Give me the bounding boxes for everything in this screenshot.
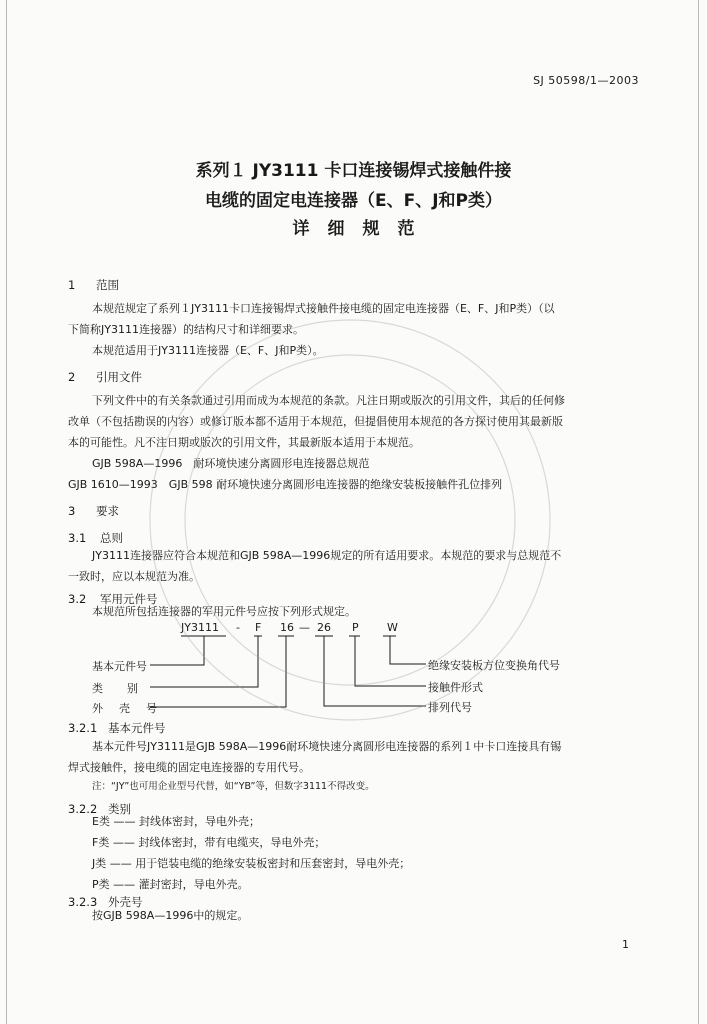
section-1-heading — [68, 277, 119, 293]
label-shell: 外壳号 — [92, 702, 173, 715]
part-dash-2: — — [299, 621, 310, 634]
reference-1: GJB 598A—1996 耐环境快速分离圆形电连接器总规范 — [92, 457, 370, 470]
section-title: 类别 — [108, 802, 131, 816]
reference-2: GJB 1610—1993 GJB 598 耐环境快速分离圆形电连接器的绝缘安装板接触件孔位排列 — [68, 478, 503, 491]
section-3-1-line-1: JY3111连接器应符合本规范和GJB 598A—1996规定的所有适用要求。本规范的要求与总规范不 — [92, 549, 562, 562]
label-base-part: 基本元件号 — [92, 660, 147, 673]
category-j: J类 —— 用于铠装电缆的绝缘安装板密封和压套密封，导电外壳； — [92, 857, 411, 870]
category-p: P类 —— 灌封密封，导电外壳。 — [92, 878, 249, 891]
label-rotation: 绝缘安装板方位变换角代号 — [428, 659, 560, 672]
section-1-para-1-line-1: 本规范规定了系列１JY3111卡口连接锡焊式接触件接电缆的固定电连接器（E、F、J和P类）（以 — [92, 302, 555, 315]
section-number: 1 — [68, 278, 76, 292]
part-class: F — [255, 621, 262, 634]
section-number: 2 — [68, 370, 76, 384]
part-base: JY3111 — [181, 621, 219, 634]
section-3-heading — [68, 503, 119, 519]
title-line-1: 系列１ JY3111 卡口连接锡焊式接触件接 — [195, 161, 512, 181]
section-number: 3.2 — [68, 592, 87, 606]
part-shell: 16 — [280, 621, 294, 634]
category-e: E类 —— 封线体密封，导电外壳； — [92, 815, 260, 828]
title-line-3: 详细规范 — [292, 219, 433, 239]
category-f: F类 —— 封线体密封，带有电缆夹，导电外壳； — [92, 836, 326, 849]
page-number: 1 — [622, 938, 629, 951]
section-title: 要求 — [96, 504, 119, 518]
label-contact: 接触件形式 — [428, 681, 483, 694]
section-3-2-para: 本规范所包括连接器的军用元件号应按下列形式规定。 — [92, 605, 356, 618]
section-number: 3 — [68, 504, 76, 518]
section-title: 基本元件号 — [108, 721, 166, 735]
section-3-2-1-heading — [68, 720, 166, 736]
section-3-2-1-line-2: 焊式接触件，接电缆的固定电连接器的专用代号。 — [68, 761, 310, 774]
part-contact: P — [352, 621, 359, 634]
part-rotation: W — [387, 621, 398, 634]
section-title: 范围 — [96, 278, 119, 292]
section-2-para-line-3: 本的可能性。凡不注日期或版次的引用文件，其最新版本适用于本规范。 — [68, 436, 420, 449]
part-arrangement: 26 — [317, 621, 331, 634]
section-2-para-line-1: 下列文件中的有关条款通过引用而成为本规范的条款。凡注日期或版次的引用文件，其后的任何修 — [92, 394, 565, 407]
standard-code: SJ 50598/1—2003 — [533, 74, 639, 87]
section-3-2-1-note: 注：“JY”也可用企业型号代替，如“YB”等，但数字3111不得改变。 — [92, 781, 375, 792]
section-number: 3.1 — [68, 531, 87, 545]
section-1-para-1-line-2: 下简称JY3111连接器）的结构尺寸和详细要求。 — [68, 323, 304, 336]
section-title: 军用元件号 — [100, 592, 158, 606]
title-line-2: 电缆的固定电连接器（E、F、J和P类） — [204, 191, 502, 211]
label-class: 类别 — [92, 682, 162, 695]
section-2-para-line-2: 改单（不包括勘误的内容）或修订版本都不适用于本规范，但提倡使用本规范的各方探讨使用其最新版 — [68, 415, 563, 428]
part-dash-1: - — [236, 621, 240, 634]
section-3-1-heading — [68, 530, 123, 546]
section-3-1-line-2: 一致时，应以本规范为准。 — [68, 570, 200, 583]
section-1-para-2: 本规范适用于JY3111连接器（E、F、J和P类）。 — [92, 344, 324, 357]
section-2-heading — [68, 369, 142, 385]
section-3-2-1-line-1: 基本元件号JY3111是GJB 598A—1996耐环境快速分离圆形电连接器的系列１中卡口连接具有锡 — [92, 740, 562, 753]
page-edge-right — [698, 0, 699, 1024]
section-number: 3.2.2 — [68, 802, 98, 816]
section-title: 总则 — [100, 531, 123, 545]
section-number: 3.2.1 — [68, 721, 98, 735]
label-arrangement: 排列代号 — [428, 701, 472, 714]
section-3-2-3-para: 按GJB 598A—1996中的规定。 — [92, 909, 249, 922]
section-title: 引用文件 — [96, 370, 142, 384]
page-edge-left — [6, 0, 7, 1024]
section-number: 3.2.3 — [68, 895, 98, 909]
section-title: 外壳号 — [108, 895, 143, 909]
